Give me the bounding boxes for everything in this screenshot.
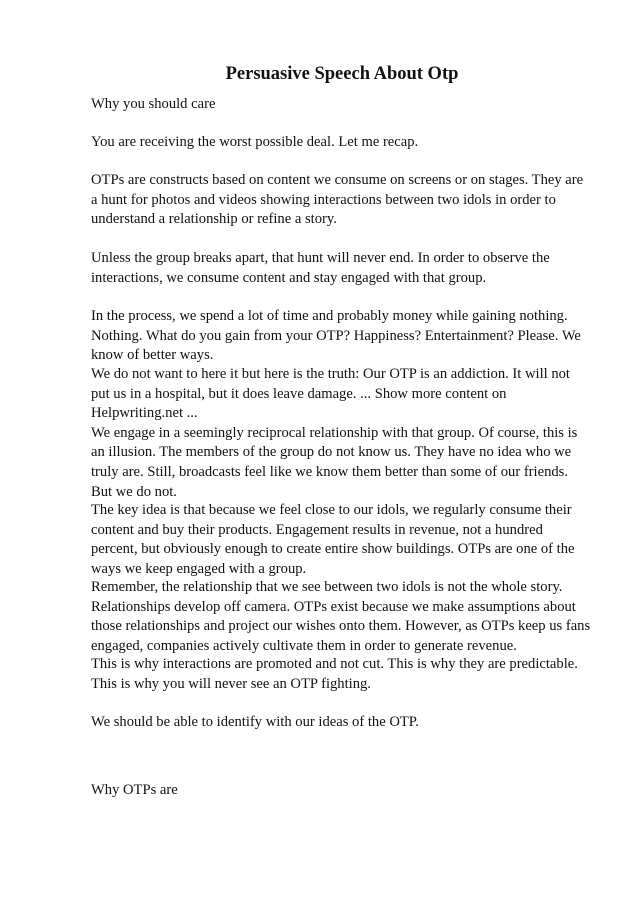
paragraph-why-otps-are — [91, 781, 621, 801]
paragraph-line: In the process, we spend a lot of time and probably money while gaining nothing. — [91, 308, 568, 324]
paragraph-worst-deal — [91, 133, 621, 153]
document-title: Persuasive Speech About Otp — [225, 64, 459, 84]
paragraph-line: content and buy their products. Engagement results in revenue, not a hundred — [91, 521, 543, 538]
paragraph-line: truly are. Still, broadcasts feel like we know them better than some of our friends. — [91, 463, 568, 480]
paragraph-line: Relationships develop off camera. OTPs exist because we make assumptions about — [91, 598, 576, 615]
paragraph-line: Unless the group breaks apart, that hunt will never end. In order to observe the — [91, 250, 550, 266]
paragraph-line: OTPs are constructs based on content we consume on screens or on stages. They are — [91, 172, 584, 188]
paragraph-line: You are receiving the worst possible deal. Let me recap. — [91, 134, 419, 150]
paragraph-time-and-money — [91, 307, 621, 366]
paragraph-line: an illusion. The members of the group do not know us. They have no idea who we — [91, 444, 572, 461]
paragraph-line: We do not want to here it but here is the truth: Our OTP is an addiction. It will not — [91, 366, 570, 382]
paragraph-why-you-should-care — [91, 95, 621, 115]
paragraph-line: Helpwriting.net ... — [91, 405, 198, 422]
paragraph-relationship-not-whole-story — [91, 578, 621, 656]
paragraph-line: understand a relationship or refine a story. — [91, 211, 337, 228]
paragraph-line: know of better ways. — [91, 347, 214, 364]
paragraph-addiction — [91, 365, 621, 502]
paragraph-line: ways we keep engaged with a group. — [91, 560, 307, 577]
paragraph-line: We engage in a seemingly reciprocal relationship with that group. Of course, this is — [91, 424, 578, 441]
paragraph-line: put us in a hospital, but it does leave damage. ... Show more content on — [91, 385, 507, 402]
paragraph-line: Remember, the relationship that we see between two idols is not the whole story. — [91, 579, 563, 595]
paragraph-line: Nothing. What do you gain from your OTP? Happiness? Entertainment? Please. We — [91, 327, 581, 344]
paragraph-line: This is why interactions are promoted and not cut. This is why they are predictable. — [91, 656, 578, 672]
paragraph-key-idea — [91, 501, 621, 579]
paragraph-line: a hunt for photos and videos showing interactions between two idols in order to — [91, 191, 556, 208]
paragraph-line: This is why you will never see an OTP fighting. — [91, 675, 371, 692]
paragraph-line: Why OTPs are — [91, 782, 178, 798]
paragraph-line: But we do not. — [91, 483, 177, 500]
paragraph-line: We should be able to identify with our ideas of the OTP. — [91, 714, 419, 730]
paragraph-interactions-promoted — [91, 655, 621, 694]
paragraph-line: those relationships and project our wishes onto them. However, as OTPs keep us fans — [91, 618, 591, 635]
paragraph-line: interactions, we consume content and stay engaged with that group. — [91, 269, 487, 286]
paragraph-line: percent, but obviously enough to create entire show buildings. OTPs are one of the — [91, 541, 575, 558]
paragraph-hunt-never-ends — [91, 249, 621, 288]
paragraph-line: engaged, companies actively cultivate them in order to generate revenue. — [91, 637, 517, 654]
paragraph-identify-with-ideas — [91, 713, 621, 733]
paragraph-otp-constructs — [91, 171, 621, 230]
paragraph-line: Why you should care — [91, 96, 216, 112]
paragraph-line: The key idea is that because we feel close to our idols, we regularly consume their — [91, 502, 572, 518]
